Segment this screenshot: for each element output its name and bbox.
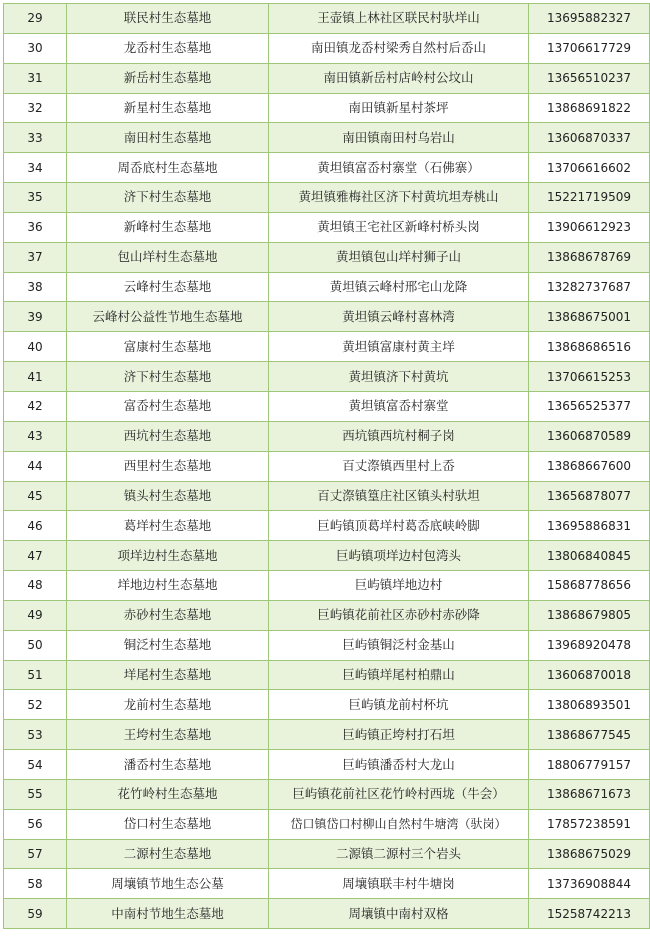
table-row bbox=[4, 93, 650, 123]
phone-cell: 13868686516 bbox=[529, 332, 650, 362]
phone-cell: 13806840845 bbox=[529, 541, 650, 571]
row-number-cell: 57 bbox=[4, 839, 67, 869]
phone-cell: 13868691822 bbox=[529, 93, 650, 123]
cemetery-name-cell: 葛垟村生态墓地 bbox=[67, 511, 269, 541]
cemetery-name-cell: 联民村生态墓地 bbox=[67, 4, 269, 34]
row-number-cell: 32 bbox=[4, 93, 67, 123]
phone-cell: 13868675029 bbox=[529, 839, 650, 869]
cemetery-name-cell: 龙岙村生态墓地 bbox=[67, 33, 269, 63]
cemetery-name-cell: 云峰村公益性节地生态墓地 bbox=[67, 302, 269, 332]
address-cell: 巨屿镇垟地边村 bbox=[269, 571, 529, 601]
row-number-cell: 46 bbox=[4, 511, 67, 541]
cemetery-name-cell: 垟地边村生态墓地 bbox=[67, 571, 269, 601]
address-cell: 二源镇二源村三个岩头 bbox=[269, 839, 529, 869]
address-cell: 巨屿镇潘岙村大龙山 bbox=[269, 750, 529, 780]
phone-cell: 13706615253 bbox=[529, 362, 650, 392]
row-number-cell: 59 bbox=[4, 899, 67, 929]
cemetery-name-cell: 二源村生态墓地 bbox=[67, 839, 269, 869]
address-cell: 黄坦镇包山垟村狮子山 bbox=[269, 242, 529, 272]
cemetery-name-cell: 周壤镇节地生态公墓 bbox=[67, 869, 269, 899]
phone-cell: 15258742213 bbox=[529, 899, 650, 929]
address-cell: 巨屿镇项垟边村包湾头 bbox=[269, 541, 529, 571]
cemetery-name-cell: 新峰村生态墓地 bbox=[67, 212, 269, 242]
table-row bbox=[4, 421, 650, 451]
row-number-cell: 56 bbox=[4, 809, 67, 839]
address-cell: 巨屿镇花前社区花竹岭村西垅（牛会） bbox=[269, 779, 529, 809]
cemetery-name-cell: 花竹岭村生态墓地 bbox=[67, 779, 269, 809]
address-cell: 南田镇南田村乌岩山 bbox=[269, 123, 529, 153]
row-number-cell: 50 bbox=[4, 630, 67, 660]
row-number-cell: 47 bbox=[4, 541, 67, 571]
row-number-cell: 48 bbox=[4, 571, 67, 601]
table-row bbox=[4, 63, 650, 93]
table-row bbox=[4, 571, 650, 601]
address-cell: 岱口镇岱口村柳山自然村牛塘湾（驮岗） bbox=[269, 809, 529, 839]
cemetery-name-cell: 铜泛村生态墓地 bbox=[67, 630, 269, 660]
row-number-cell: 33 bbox=[4, 123, 67, 153]
address-cell: 周壤镇联丰村牛塘岗 bbox=[269, 869, 529, 899]
table-row bbox=[4, 153, 650, 183]
phone-cell: 13606870589 bbox=[529, 421, 650, 451]
table-row bbox=[4, 809, 650, 839]
phone-cell: 13706616602 bbox=[529, 153, 650, 183]
address-cell: 巨屿镇正垮村打石坦 bbox=[269, 720, 529, 750]
table-row bbox=[4, 869, 650, 899]
phone-cell: 13656510237 bbox=[529, 63, 650, 93]
address-cell: 巨屿镇垟尾村柏鼎山 bbox=[269, 660, 529, 690]
table-row bbox=[4, 690, 650, 720]
phone-cell: 13868667600 bbox=[529, 451, 650, 481]
address-cell: 黄坦镇富岙村寨堂（石佛寨） bbox=[269, 153, 529, 183]
row-number-cell: 40 bbox=[4, 332, 67, 362]
address-cell: 百丈漈镇篁庄社区镇头村驮坦 bbox=[269, 481, 529, 511]
address-cell: 王壶镇上林社区联民村驮垟山 bbox=[269, 4, 529, 34]
cemetery-name-cell: 新岳村生态墓地 bbox=[67, 63, 269, 93]
table-row bbox=[4, 242, 650, 272]
cemetery-name-cell: 赤砂村生态墓地 bbox=[67, 600, 269, 630]
cemetery-name-cell: 富岙村生态墓地 bbox=[67, 391, 269, 421]
phone-cell: 13606870337 bbox=[529, 123, 650, 153]
address-cell: 黄坦镇富岙村寨堂 bbox=[269, 391, 529, 421]
row-number-cell: 42 bbox=[4, 391, 67, 421]
phone-cell: 13606870018 bbox=[529, 660, 650, 690]
table-row bbox=[4, 332, 650, 362]
cemetery-name-cell: 云峰村生态墓地 bbox=[67, 272, 269, 302]
row-number-cell: 39 bbox=[4, 302, 67, 332]
cemetery-name-cell: 济下村生态墓地 bbox=[67, 183, 269, 213]
phone-cell: 15868778656 bbox=[529, 571, 650, 601]
table-row bbox=[4, 511, 650, 541]
table-row bbox=[4, 541, 650, 571]
address-cell: 南田镇新星村茶坪 bbox=[269, 93, 529, 123]
address-cell: 南田镇龙岙村梁秀自然村后岙山 bbox=[269, 33, 529, 63]
row-number-cell: 45 bbox=[4, 481, 67, 511]
row-number-cell: 54 bbox=[4, 750, 67, 780]
row-number-cell: 30 bbox=[4, 33, 67, 63]
address-cell: 黄坦镇云峰村喜林湾 bbox=[269, 302, 529, 332]
phone-cell: 13736908844 bbox=[529, 869, 650, 899]
row-number-cell: 44 bbox=[4, 451, 67, 481]
phone-cell: 13868677545 bbox=[529, 720, 650, 750]
row-number-cell: 55 bbox=[4, 779, 67, 809]
row-number-cell: 34 bbox=[4, 153, 67, 183]
cemetery-name-cell: 西坑村生态墓地 bbox=[67, 421, 269, 451]
address-cell: 巨屿镇花前社区赤砂村赤砂降 bbox=[269, 600, 529, 630]
cemetery-name-cell: 富康村生态墓地 bbox=[67, 332, 269, 362]
table-row bbox=[4, 391, 650, 421]
table-row bbox=[4, 779, 650, 809]
phone-cell: 13968920478 bbox=[529, 630, 650, 660]
cemetery-table bbox=[3, 3, 650, 929]
row-number-cell: 53 bbox=[4, 720, 67, 750]
row-number-cell: 29 bbox=[4, 4, 67, 34]
phone-cell: 17857238591 bbox=[529, 809, 650, 839]
address-cell: 巨屿镇顶葛垟村葛岙底峡岭脚 bbox=[269, 511, 529, 541]
address-cell: 百丈漈镇西里村上岙 bbox=[269, 451, 529, 481]
cemetery-name-cell: 垟尾村生态墓地 bbox=[67, 660, 269, 690]
phone-cell: 13656878077 bbox=[529, 481, 650, 511]
row-number-cell: 43 bbox=[4, 421, 67, 451]
table-row bbox=[4, 451, 650, 481]
row-number-cell: 37 bbox=[4, 242, 67, 272]
row-number-cell: 31 bbox=[4, 63, 67, 93]
table-row bbox=[4, 630, 650, 660]
phone-cell: 13868675001 bbox=[529, 302, 650, 332]
row-number-cell: 49 bbox=[4, 600, 67, 630]
cemetery-name-cell: 项垟边村生态墓地 bbox=[67, 541, 269, 571]
address-cell: 黄坦镇雅梅社区济下村黄坑坦寿桃山 bbox=[269, 183, 529, 213]
address-cell: 西坑镇西坑村桐子岗 bbox=[269, 421, 529, 451]
row-number-cell: 38 bbox=[4, 272, 67, 302]
table-row bbox=[4, 4, 650, 34]
table-row bbox=[4, 302, 650, 332]
address-cell: 黄坦镇云峰村邢宅山龙降 bbox=[269, 272, 529, 302]
table-row bbox=[4, 272, 650, 302]
cemetery-name-cell: 潘岙村生态墓地 bbox=[67, 750, 269, 780]
cemetery-name-cell: 新星村生态墓地 bbox=[67, 93, 269, 123]
row-number-cell: 58 bbox=[4, 869, 67, 899]
address-cell: 黄坦镇富康村黄主垟 bbox=[269, 332, 529, 362]
table-row bbox=[4, 600, 650, 630]
row-number-cell: 36 bbox=[4, 212, 67, 242]
table-row bbox=[4, 720, 650, 750]
cemetery-name-cell: 包山垟村生态墓地 bbox=[67, 242, 269, 272]
cemetery-name-cell: 中南村节地生态墓地 bbox=[67, 899, 269, 929]
phone-cell: 13868679805 bbox=[529, 600, 650, 630]
address-cell: 巨屿镇龙前村杯坑 bbox=[269, 690, 529, 720]
phone-cell: 13656525377 bbox=[529, 391, 650, 421]
table-row bbox=[4, 899, 650, 929]
table-row bbox=[4, 481, 650, 511]
table-row bbox=[4, 362, 650, 392]
phone-cell: 18806779157 bbox=[529, 750, 650, 780]
row-number-cell: 35 bbox=[4, 183, 67, 213]
cemetery-name-cell: 岱口村生态墓地 bbox=[67, 809, 269, 839]
row-number-cell: 52 bbox=[4, 690, 67, 720]
address-cell: 黄坦镇王宅社区新峰村桥头岗 bbox=[269, 212, 529, 242]
phone-cell: 13695882327 bbox=[529, 4, 650, 34]
cemetery-name-cell: 周岙底村生态墓地 bbox=[67, 153, 269, 183]
cemetery-name-cell: 南田村生态墓地 bbox=[67, 123, 269, 153]
table-row bbox=[4, 183, 650, 213]
address-cell: 南田镇新岳村店岭村公坟山 bbox=[269, 63, 529, 93]
table-body bbox=[4, 4, 650, 929]
table-row bbox=[4, 33, 650, 63]
cemetery-name-cell: 济下村生态墓地 bbox=[67, 362, 269, 392]
table-row bbox=[4, 212, 650, 242]
phone-cell: 15221719509 bbox=[529, 183, 650, 213]
phone-cell: 13868671673 bbox=[529, 779, 650, 809]
cemetery-name-cell: 镇头村生态墓地 bbox=[67, 481, 269, 511]
phone-cell: 13282737687 bbox=[529, 272, 650, 302]
phone-cell: 13868678769 bbox=[529, 242, 650, 272]
address-cell: 周壤镇中南村双格 bbox=[269, 899, 529, 929]
phone-cell: 13806893501 bbox=[529, 690, 650, 720]
cemetery-name-cell: 龙前村生态墓地 bbox=[67, 690, 269, 720]
table-row bbox=[4, 839, 650, 869]
row-number-cell: 41 bbox=[4, 362, 67, 392]
phone-cell: 13706617729 bbox=[529, 33, 650, 63]
cemetery-name-cell: 王垮村生态墓地 bbox=[67, 720, 269, 750]
table-row bbox=[4, 660, 650, 690]
address-cell: 巨屿镇铜泛村金基山 bbox=[269, 630, 529, 660]
cemetery-name-cell: 西里村生态墓地 bbox=[67, 451, 269, 481]
table-row bbox=[4, 123, 650, 153]
phone-cell: 13906612923 bbox=[529, 212, 650, 242]
table-row bbox=[4, 750, 650, 780]
address-cell: 黄坦镇济下村黄坑 bbox=[269, 362, 529, 392]
phone-cell: 13695886831 bbox=[529, 511, 650, 541]
row-number-cell: 51 bbox=[4, 660, 67, 690]
